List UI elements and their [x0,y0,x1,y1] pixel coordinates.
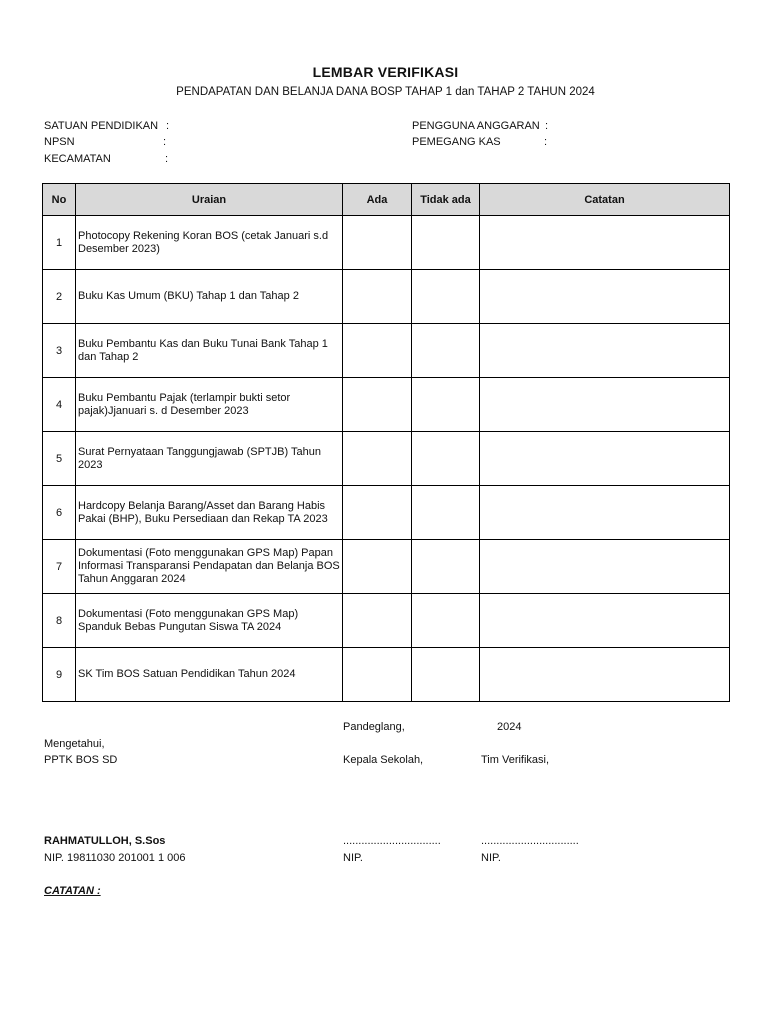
table-row [43,648,730,702]
pptk-label: PPTK BOS SD [44,754,118,766]
ada-cell[interactable] [343,378,412,432]
tidak-ada-cell[interactable] [412,648,480,702]
satuan-pendidikan-colon: : [166,120,170,132]
row-number: 6 [43,486,76,540]
row-uraian: SK Tim BOS Satuan Pendidikan Tahun 2024 [76,648,343,702]
catatan-cell[interactable] [480,324,730,378]
table-row [43,432,730,486]
table-row [43,270,730,324]
tim-verifikasi-signature-line: ................................ [481,835,579,847]
row-number: 7 [43,540,76,594]
signing-year: 2024 [497,721,522,733]
catatan-cell[interactable] [480,594,730,648]
row-uraian: Dokumentasi (Foto menggunakan GPS Map) Papan Informasi Transparansi Pendapatan dan Belanja BOS Tahun Anggaran 2024 [76,540,343,594]
tim-verifikasi-label: Tim Verifikasi, [481,754,550,766]
pemegang-kas-label: PEMEGANG KAS [412,136,501,148]
row-uraian: Buku Pembantu Pajak (terlampir bukti setor pajak)Jjanuari s. d Desember 2023 [76,378,343,432]
tidak-ada-cell[interactable] [412,378,480,432]
tidak-ada-cell[interactable] [412,594,480,648]
table-row [43,216,730,270]
kepala-sekolah-label: Kepala Sekolah, [343,754,424,766]
ada-cell[interactable] [343,216,412,270]
row-number: 5 [43,432,76,486]
catatan-cell[interactable] [480,432,730,486]
table-row [43,378,730,432]
satuan-pendidikan-label: SATUAN PENDIDIKAN [44,120,159,132]
kepala-sekolah-nip: NIP. [343,852,363,864]
catatan-footer-label: CATATAN : [44,885,101,897]
tidak-ada-cell[interactable] [412,270,480,324]
row-uraian: Buku Kas Umum (BKU) Tahap 1 dan Tahap 2 [76,270,343,324]
column-header-no: No [43,184,76,216]
catatan-cell[interactable] [480,270,730,324]
catatan-cell[interactable] [480,216,730,270]
pemegang-kas-colon: : [544,136,548,148]
column-header-ada: Ada [343,184,412,216]
table-row [43,324,730,378]
kecamatan-label: KECAMATAN [44,153,111,165]
row-number: 3 [43,324,76,378]
ada-cell[interactable] [343,270,412,324]
pengguna-anggaran-colon: : [545,120,549,132]
row-number: 9 [43,648,76,702]
column-header-uraian: Uraian [76,184,343,216]
tidak-ada-cell[interactable] [412,216,480,270]
column-header-tidak-ada: Tidak ada [412,184,480,216]
column-header-catatan: Catatan [480,184,730,216]
row-number: 2 [43,270,76,324]
pengguna-anggaran-label: PENGGUNA ANGGARAN [412,120,540,132]
tidak-ada-cell[interactable] [412,324,480,378]
ada-cell[interactable] [343,594,412,648]
table-row [43,594,730,648]
row-number: 4 [43,378,76,432]
mengetahui-label: Mengetahui, [44,738,105,750]
row-uraian: Surat Pernyataan Tanggungjawab (SPTJB) Tahun 2023 [76,432,343,486]
ada-cell[interactable] [343,540,412,594]
npsn-label: NPSN [44,136,75,148]
ada-cell[interactable] [343,648,412,702]
npsn-colon: : [163,136,167,148]
document-title: LEMBAR VERIFIKASI [312,64,459,80]
table-row [43,540,730,594]
catatan-cell[interactable] [480,648,730,702]
tidak-ada-cell[interactable] [412,432,480,486]
row-uraian: Photocopy Rekening Koran BOS (cetak Januari s.d Desember 2023) [76,216,343,270]
tidak-ada-cell[interactable] [412,540,480,594]
kecamatan-colon: : [165,153,169,165]
kepala-sekolah-signature-line: ................................ [343,835,441,847]
pptk-nip: NIP. 19811030 201001 1 006 [44,852,186,864]
signing-place: Pandeglang, [343,721,405,733]
tim-verifikasi-nip: NIP. [481,852,501,864]
row-number: 1 [43,216,76,270]
tidak-ada-cell[interactable] [412,486,480,540]
row-number: 8 [43,594,76,648]
catatan-cell[interactable] [480,540,730,594]
table-header-row [43,184,730,216]
row-uraian: Dokumentasi (Foto menggunakan GPS Map) Spanduk Bebas Pungutan Siswa TA 2024 [76,594,343,648]
verification-table [42,183,730,702]
row-uraian: Hardcopy Belanja Barang/Asset dan Barang Habis Pakai (BHP), Buku Persediaan dan Rekap TA 2023 [76,486,343,540]
ada-cell[interactable] [343,432,412,486]
table-row [43,486,730,540]
catatan-cell[interactable] [480,378,730,432]
ada-cell[interactable] [343,486,412,540]
pptk-name: RAHMATULLOH, S.Sos [44,835,166,847]
ada-cell[interactable] [343,324,412,378]
document-subtitle: PENDAPATAN DAN BELANJA DANA BOSP TAHAP 1 dan TAHAP 2 TAHUN 2024 [176,86,595,98]
catatan-cell[interactable] [480,486,730,540]
row-uraian: Buku Pembantu Kas dan Buku Tunai Bank Tahap 1 dan Tahap 2 [76,324,343,378]
